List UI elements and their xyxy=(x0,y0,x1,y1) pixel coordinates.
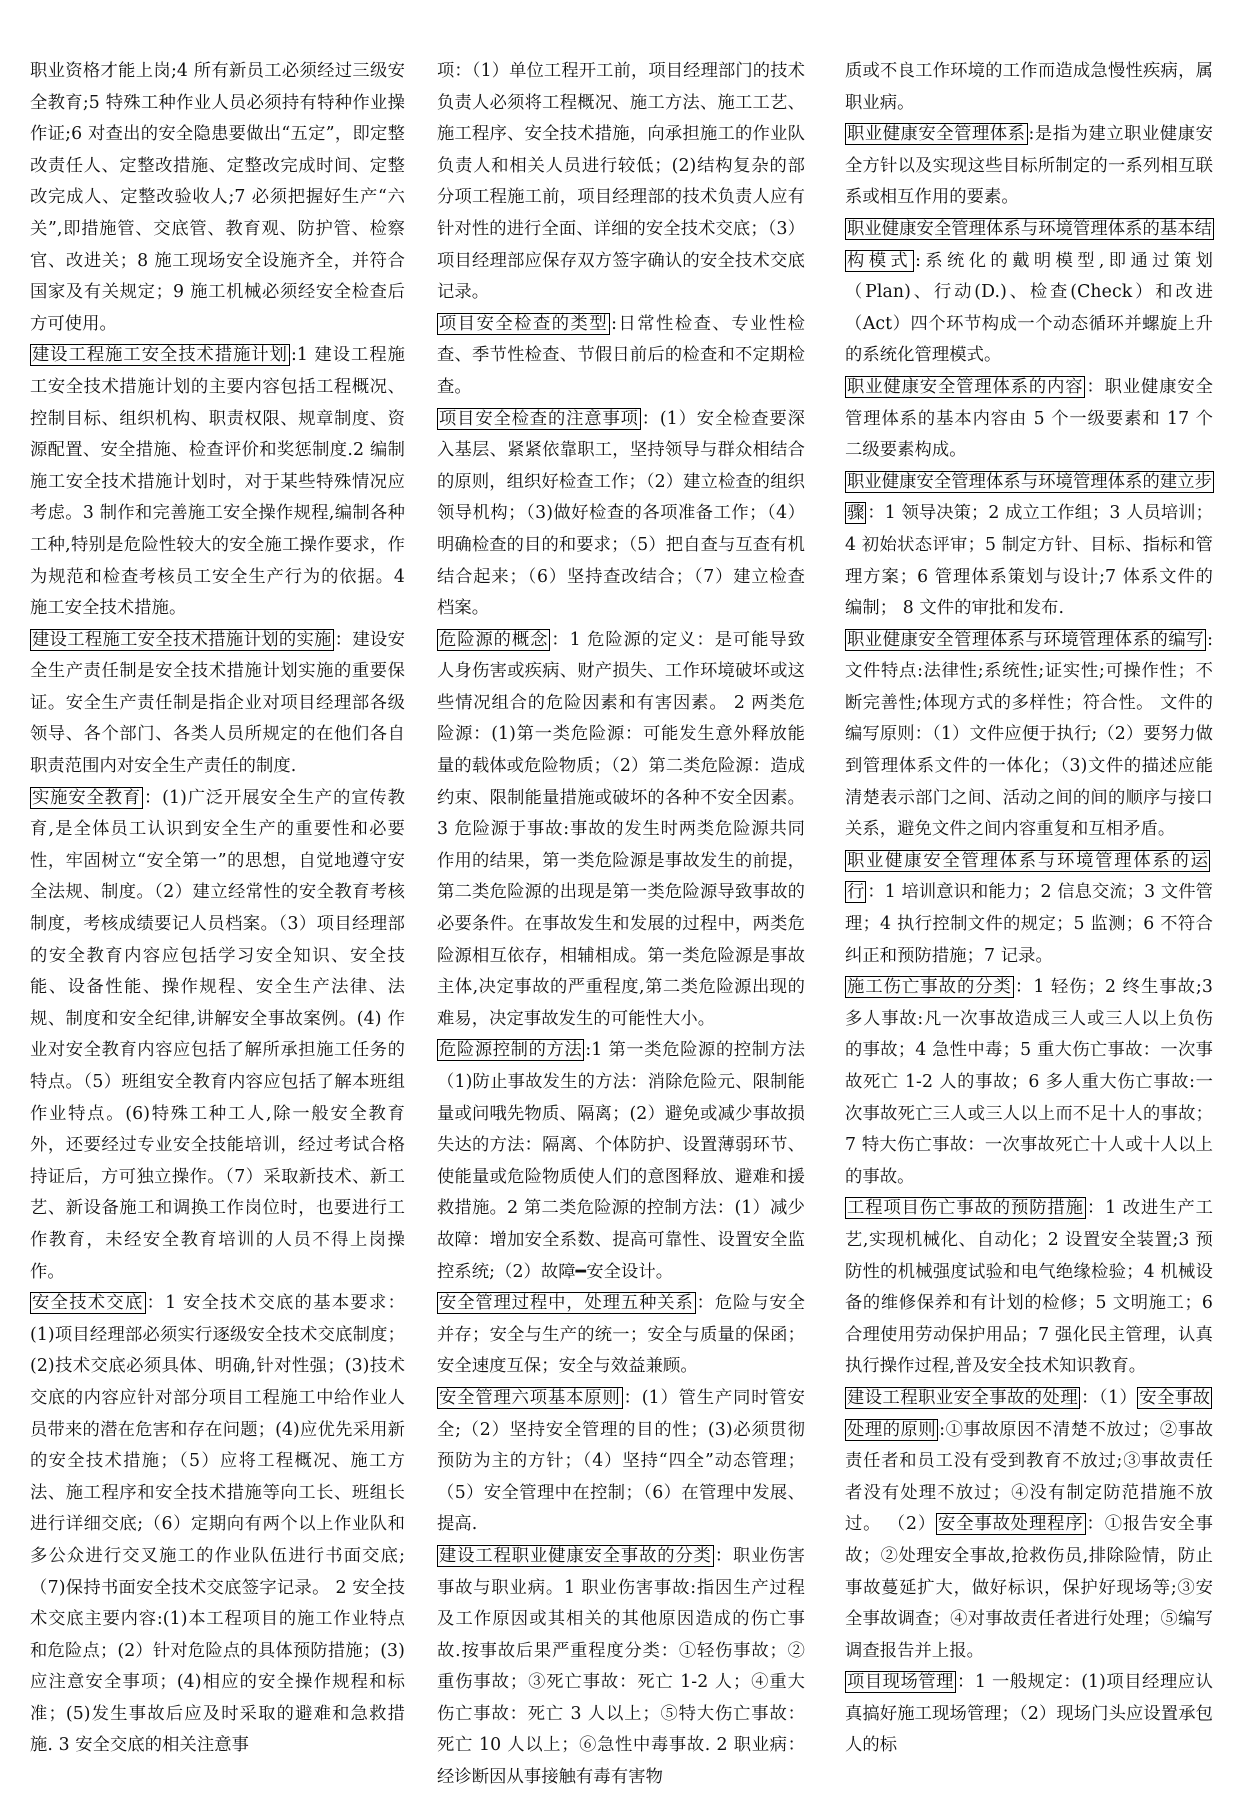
paragraph-text: ：(1）安全检查要深入基层、紧紧依靠职工，坚持领导与群众相结合的原则，组织好检查工作；（2）建立检查的组织领导机构；（3)做好检查的各项准备工作；（4）明确检查的目的和要求；（5）把自查与互查有机结合起来；（6）坚持查改结合；（7）建立检查档案。 xyxy=(437,408,805,619)
boxed-term: 职业健康安全管理体系 xyxy=(847,124,1026,145)
paragraph-text: 职业资格才能上岗;4 所有新员工必须经过三级安全教育;5 特殊工种作业人员必须持有特种作业操作证;6 对查出的安全隐患要做出“五定”，即定整改责任人、定整改措施、定整改完成时间、定整改完成人、定整改验收人;7 必须把握好生产“六关”,即措施管、交底管、教育观、防护管、检察官、改进关；8 施工现场安全设施齐全，并符合国家及有关规定；9 施工机械必须经安全检查后方可使用。 xyxy=(30,61,405,334)
paragraph-text: :日常性检查、专业性检查、季节性检查、节假日前后的检查和不定期检查。 xyxy=(437,313,805,397)
paragraph-text: ：建设安全生产责任制是安全技术措施计划实施的重要保证。安全生产责任制是指企业对项目经理部各级领导、各个部门、各类人员所规定的在他们各自职责范围内对安全生产责任的制度. xyxy=(30,629,405,777)
boxed-term: 工程项目伤亡事故的预防措施 xyxy=(847,1198,1084,1219)
text-column-1 xyxy=(30,56,405,1756)
paragraph xyxy=(845,56,1213,119)
paragraph xyxy=(845,372,1213,467)
paragraph xyxy=(845,119,1213,214)
paragraph-text: ：职业健康安全管理体系的基本内容由 5 个一级要素和 17 个二级要素构成。 xyxy=(845,376,1213,461)
paragraph-text: :文件特点:法律性;系统性;证实性;可操作性；不断完善性;体现方式的多样性；符合性。 文件的编写原则：（1）文件应便于执行;（2）要努力做到管理体系文件的一体化；（3)文件的描述应能清楚表示部门之间、活动之间的间的顺序与接口关系，避免文件之间内容重复和互相矛盾。 xyxy=(845,629,1213,840)
paragraph-text: :是指为建立职业健康安全方针以及实现这些目标所制定的一系列相互联系或相互作用的要素。 xyxy=(845,124,1213,208)
paragraph-text: ：①报告安全事故；②处理安全事故,抢救伤员,排除险情，防止事故蔓延扩大，做好标识，保护好现场等;③安全事故调查；④对事故责任者进行处理；⑤编写调查报告并上报。 xyxy=(845,1514,1213,1661)
boxed-term: 职业健康安全管理体系与环境管理体系的运行 xyxy=(847,850,1208,903)
paragraph xyxy=(845,846,1213,972)
paragraph xyxy=(845,214,1213,372)
boxed-term: 安全管理六项基本原则 xyxy=(439,1387,621,1408)
paragraph-text: :1 第一类危险源的控制方法（1)防止事故发生的方法：消除危险元、限制能量或问哦先物质、隔离；(2）避免或减少事故损失达的方法：隔离、个体防护、设置薄弱环节、使能量或危险物质使人们的意图释放、避难和援救措施。2 第二类危险源的控制方法：(1）减少故障：增加安全系数、提高可靠性、设置安全监控系统;（2）故障━安全设计。 xyxy=(437,1040,805,1282)
paragraph xyxy=(845,467,1213,625)
boxed-term: 安全事故处理的原则 xyxy=(847,1387,1211,1440)
paragraph-text: ：1 领导决策；2 成立工作组；3 人员培训；4 初始状态评审；5 制定方针、目标、指标和管理方案；6 管理体系策划与设计;7 体系文件的编制； 8 文件的审批和发布. xyxy=(845,503,1213,619)
boxed-term: 职业健康安全管理体系的内容 xyxy=(847,376,1084,397)
boxed-term: 职业健康安全管理体系与环境管理体系的基本结构模式 xyxy=(847,218,1213,271)
boxed-term: 安全技术交底 xyxy=(32,1293,144,1314)
paragraph-text: ：（1） xyxy=(1081,1387,1138,1408)
paragraph xyxy=(845,1667,1213,1762)
paragraph xyxy=(30,1288,405,1762)
paragraph-text: ：1 危险源的定义：是可能导致人身伤害或疾病、财产损失、工作环境破坏或这些情况组合的危险因素和有害因素。 2 两类危险源：(1)第一类危险源：可能发生意外释放能量的载体或危险物质；（2）第二类危险源：造成约束、限制能量措施或破坏的各种不安全因素。 3 危险源于事故:事故的发生时两类危险源共同作用的结果，第一类危险源是事故发生的前提，第二类危险源的出现是第一类危险源导致事故的必要条件。在事故发生和发展的过程中，两类危险源相互依存，相辅相成。第一类危险源是事故主体,决定事故的严重程度,第二类危险源出现的难易，决定事故发生的可能性大小。 xyxy=(437,629,805,1029)
paragraph-text: ：(1）管生产同时管安全;（2）坚持安全管理的目的性；(3)必须贯彻预防为主的方针；（4）坚持“四全”动态管理；（5）安全管理中在控制；（6）在管理中发展、提高. xyxy=(437,1387,805,1535)
text-column-3 xyxy=(845,56,1213,1756)
paragraph xyxy=(30,56,405,340)
paragraph-text: ：1 培训意识和能力；2 信息交流；3 文件管理；4 执行控制文件的规定；5 监测；6 不符合纠正和预防措施；7 记录。 xyxy=(845,882,1213,966)
boxed-term: 实施安全教育 xyxy=(32,787,142,808)
boxed-term: 职业健康安全管理体系与环境管理体系的编写 xyxy=(847,629,1205,650)
paragraph xyxy=(437,309,805,404)
boxed-term: 项目安全检查的类型 xyxy=(439,313,609,334)
paragraph xyxy=(845,1383,1213,1667)
boxed-term: 施工伤亡事故的分类 xyxy=(847,977,1012,998)
paragraph-text: 项：（1）单位工程开工前，项目经理部门的技术负责人必须将工程概况、施工方法、施工工艺、施工程序、安全技术措施，向承担施工的作业队负责人和相关人员进行较低；(2)结构复杂的部分项工程施工前，项目经理部的技术负责人应有针对性的进行全面、详细的安全技术交底；（3）项目经理部应保存双方签字确认的安全技术交底记录。 xyxy=(437,61,805,303)
paragraph-text: 质或不良工作环境的工作而造成急慢性疾病，属职业病。 xyxy=(845,61,1213,113)
paragraph xyxy=(437,1035,805,1288)
paragraph-text: ：1 安全技术交底的基本要求：(1)项目经理部必须实行逐级安全技术交底制度；(2)技术交底必须具体、明确,针对性强；(3)技术交底的内容应针对部分项目工程施工中给作业人员带来的潜在危害和存在问题；(4)应优先采用新的安全技术措施；（5）应将工程概况、施工方法、施工程序和安全技术措施等向工长、班组长进行详细交底;（6）定期向有两个以上作业队和多公众进行交叉施工的作业队伍进行书面交底;（7)保持书面安全技术交底签字记录。 2 安全技术交底主要内容:(1)本工程项目的施工作业特点和危险点；(2）针对危险点的具体预防措施；(3)应注意安全事项；(4)相应的安全操作规程和标准；(5)发生事故后应及时采取的避难和急救措施. 3 安全交底的相关注意事 xyxy=(30,1293,405,1756)
boxed-term: 建设工程施工安全技术措施计划的实施 xyxy=(32,629,332,650)
paragraph xyxy=(845,625,1213,846)
paragraph xyxy=(437,56,805,309)
boxed-term: 建设工程职业安全事故的处理 xyxy=(847,1387,1079,1408)
boxed-term: 安全事故处理程序 xyxy=(938,1514,1084,1535)
paragraph-text: ：1 一般规定：(1)项目经理应认真搞好施工现场管理；（2）现场门头应设置承包人的标 xyxy=(845,1672,1213,1756)
paragraph-text: :①事故原因不清楚不放过；②事故责任者和员工没有受到教育不放过;③事故责任者没有处理不放过；④没有制定防范措施不放过。 （2） xyxy=(845,1419,1213,1535)
paragraph-text: :系统化的戴明模型,即通过策划（Plan)、行动(D.)、检查(Check）和改进（Act）四个环节构成一个动态循环并螺旋上升的系统化管理模式。 xyxy=(845,250,1213,366)
paragraph xyxy=(30,783,405,1289)
boxed-term: 职业健康安全管理体系与环境管理体系的建立步骤 xyxy=(847,471,1213,524)
paragraph xyxy=(30,340,405,624)
paragraph xyxy=(845,1193,1213,1383)
boxed-term: 安全管理过程中，处理五种关系 xyxy=(439,1293,694,1314)
paragraph-text: :1 建设工程施工安全技术措施计划的主要内容包括工程概况、控制目标、组织机构、职责权限、规章制度、资源配置、安全措施、检查评价和奖惩制度.2 编制施工安全技术措施计划时，对于某些特殊情况应考虑。3 制作和完善施工安全操作规程,编制各种工种,特别是危险性较大的安全施工操作要求，作为规范和检查考核员工安全生产行为的依据。4 施工安全技术措施。 xyxy=(30,345,405,619)
paragraph xyxy=(437,1383,805,1541)
paragraph-text: ：(1)广泛开展安全生产的宣传教育,是全体员工认识到安全生产的重要性和必要性，牢固树立“安全第一”的思想，自觉地遵守安全法规、制度。（2）建立经常性的安全教育考核制度，考核成绩要记人员档案。（3）项目经理部的安全教育内容应包括学习安全知识、安全技能、设备性能、操作规程、安全生产法律、法规、制度和安全纪律,讲解安全事故案例。(4) 作业对安全教育内容应包括了解所承担施工任务的特点。（5）班组安全教育内容应包括了解本班组作业特点。(6)特殊工种工人,除一般安全教育外，还要经过专业安全技能培训，经过考试合格持证后，方可独立操作。（7）采取新技术、新工艺、新设备施工和调换工作岗位时，也要进行工作教育，未经安全教育培训的人员不得上岗操作。 xyxy=(30,787,405,1282)
boxed-term: 项目安全检查的注意事项 xyxy=(439,408,639,429)
boxed-term: 项目现场管理 xyxy=(847,1672,955,1693)
text-column-2 xyxy=(437,56,805,1788)
paragraph xyxy=(437,625,805,1036)
paragraph xyxy=(30,625,405,783)
paragraph xyxy=(437,404,805,625)
paragraph-text: ：1 轻伤；2 终生事故;3 多人事故:凡一次事故造成三人或三人以上负伤的事故；4 急性中毒；5 重大伤亡事故：一次事故死亡 1-2 人的事故；6 多人重大伤亡事故:一次事故死亡三人或三人以上而不足十人的事故；7 特大伤亡事故：一次事故死亡十人或十人以上的事故。 xyxy=(845,977,1213,1187)
boxed-term: 危险源的概念 xyxy=(439,629,549,650)
paragraph-text: ：危险与安全并存；安全与生产的统一；安全与质量的保函；安全速度互保；安全与效益兼顾。 xyxy=(437,1293,805,1377)
paragraph xyxy=(845,972,1213,1193)
boxed-term: 建设工程施工安全技术措施计划 xyxy=(32,345,288,366)
boxed-term: 建设工程职业健康安全事故的分类 xyxy=(439,1545,712,1566)
boxed-term: 危险源控制的方法 xyxy=(439,1040,583,1061)
paragraph-text: ：1 改进生产工艺,实现机械化、自动化；2 设置安全装置;3 预防性的机械强度试验和电气绝缘检验；4 机械设备的维修保养和有计划的检修；5 文明施工；6 合理使用劳动保护用品；7 强化民主管理，认真执行操作过程,普及安全技术知识教育。 xyxy=(845,1198,1213,1377)
paragraph xyxy=(437,1541,805,1794)
paragraph-text: ：职业伤害事故与职业病。1 职业伤害事故:指因生产过程及工作原因或其相关的其他原因造成的伤亡事故.按事故后果严重程度分类：①轻伤事故；②重伤事故；③死亡事故：死亡 1-2 人；④重大伤亡事故：死亡 3 人以上；⑤特大伤亡事故：死亡 10 人以上；⑥急性中毒事故. 2 职业病：经诊断因从事接触有毒有害物 xyxy=(437,1545,805,1788)
paragraph xyxy=(437,1288,805,1383)
